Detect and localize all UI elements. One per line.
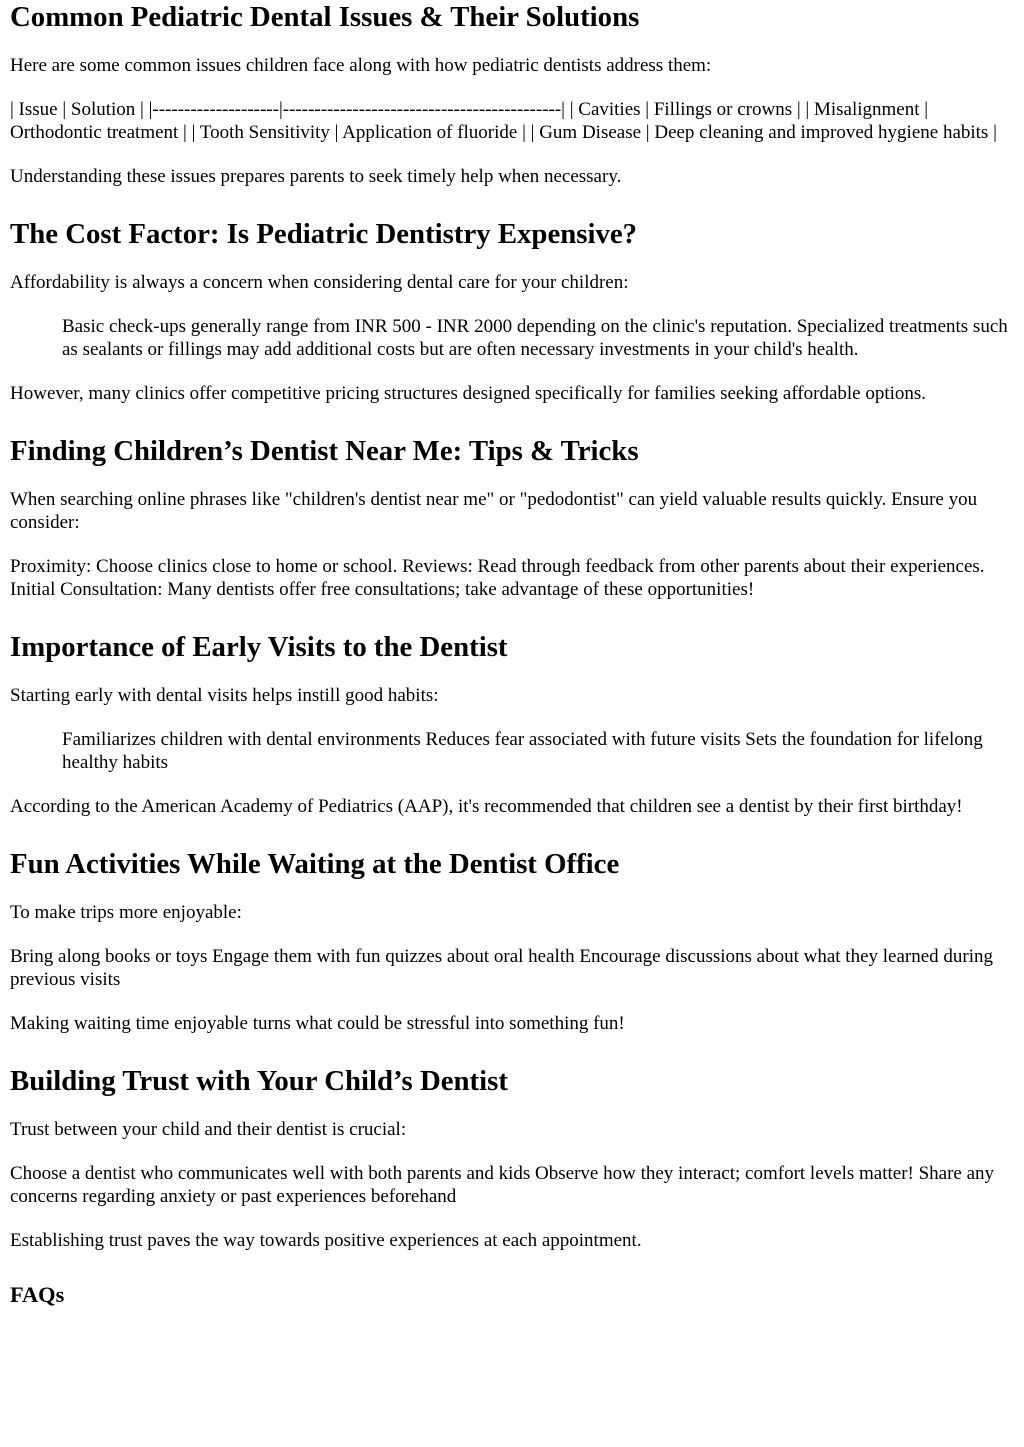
early-visits-intro: Starting early with dental visits helps instill good habits: [10,685,439,706]
heading-common-issues: Common Pediatric Dental Issues & Their Solutions [10,1,640,33]
trust-closing: Establishing trust paves the way towards positive experiences at each appointment. [10,1230,642,1251]
common-issues-intro: Here are some common issues children face along with how pediatric dentists address them: [10,55,712,76]
trust-intro: Trust between your child and their dentist is crucial: [10,1119,407,1140]
heading-finding-dentist: Finding Children’s Dentist Near Me: Tips & Tricks [10,435,639,467]
cost-intro: Affordability is always a concern when considering dental care for your children: [10,272,629,293]
heading-fun-activities: Fun Activities While Waiting at the Dentist Office [10,848,620,880]
trust-list: Choose a dentist who communicates well with both parents and kids Observe how they interact; comfort levels matter! Share any concerns regarding anxiety or past experiences beforehand [10,1163,995,1207]
finding-intro: When searching online phrases like "children's dentist near me" or "pedodontist" can yield valuable results quickly. Ensure you consider: [10,489,978,533]
heading-building-trust: Building Trust with Your Child’s Dentist [10,1065,508,1097]
finding-tips: Proximity: Choose clinics close to home or school. Reviews: Read through feedback from other parents about their experiences. Initial Consultation: Many dentists offer free consultations; take advantage of these opportunities! [10,556,985,600]
fun-activities-closing: Making waiting time enjoyable turns what could be stressful into something fun! [10,1013,625,1034]
fun-activities-intro: To make trips more enjoyable: [10,902,242,923]
heading-faqs: FAQs [10,1282,65,1307]
common-issues-closing: Understanding these issues prepares parents to seek timely help when necessary. [10,166,622,187]
heading-cost-factor: The Cost Factor: Is Pediatric Dentistry Expensive? [10,218,638,250]
article [0,1,1024,1308]
early-visits-closing: According to the American Academy of Pediatrics (AAP), it's recommended that children see a dentist by their first birthday! [10,796,963,817]
cost-quote: Basic check-ups generally range from INR 500 - INR 2000 depending on the clinic's reputation. Specialized treatments such as sealants or fillings may add additional costs but are often necessary investments in your child's health. [62,316,1008,360]
heading-early-visits: Importance of Early Visits to the Dentist [10,631,508,663]
fun-activities-list: Bring along books or toys Engage them with fun quizzes about oral health Encourage discussions about what they learned during previous visits [10,946,994,990]
issues-table-text: | Issue | Solution | |--------------------|--------------------------------------------| | Cavities | Fillings or crowns | | Misalignment | Orthodontic treatment | | Tooth Sensitivity | Application of fluoride | | Gum Disease | Deep cleaning and improved hygiene habits | [10,99,997,143]
early-visits-quote: Familiarizes children with dental environments Reduces fear associated with future visits Sets the foundation for lifelong healthy habits [62,729,983,773]
cost-closing: However, many clinics offer competitive pricing structures designed specifically for families seeking affordable options. [10,383,927,404]
